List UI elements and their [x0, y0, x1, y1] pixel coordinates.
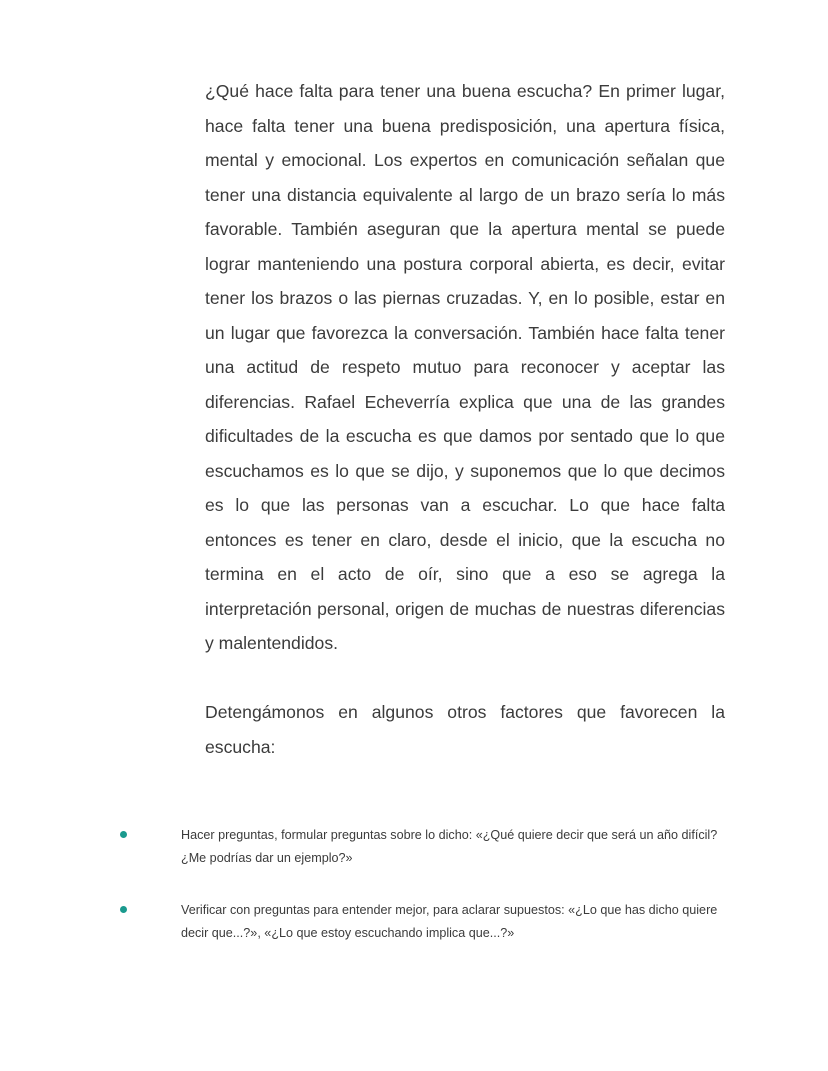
bullet-text: Verificar con preguntas para entender mejor, para aclarar supuestos: «¿Lo que has dicho quiere decir que...?», «¿Lo que estoy escuchando implica que...?»: [181, 903, 718, 940]
bullet-text: Hacer preguntas, formular preguntas sobre lo dicho: «¿Qué quiere decir que será un año difícil? ¿Me podrías dar un ejemplo?»: [181, 828, 718, 865]
bullet-dot-icon: [120, 831, 127, 838]
body-paragraph-2: Detengámonos en algunos otros factores que favorecen la escucha:: [205, 702, 725, 757]
body-paragraph-1: ¿Qué hace falta para tener una buena escucha? En primer lugar, hace falta tener una buena predisposición, una apertura física, mental y emocional. Los expertos en comunicación señalan que tener una distancia equivalente al largo de un brazo sería lo más favorable. También aseguran que la apertura mental se puede lograr manteniendo una postura corporal abierta, es decir, evitar tener los brazos o las piernas cruzadas. Y, en lo posible, estar en un lugar que favorezca la conversación. También hace falta tener una actitud de respeto mutuo para reconocer y aceptar las diferencias. Rafael Echeverría explica que una de las grandes dificultades de la escucha es que damos por sentado que lo que escuchamos es lo que se dijo, y suponemos que lo que decimos es lo que las personas van a escuchar. Lo que hace falta entonces es tener en claro, desde el inicio, que la escucha no termina en el acto de oír, sino que a eso se agrega la interpretación personal, origen de muchas de nuestras diferencias y malentendidos.: [205, 81, 725, 653]
bullet-dot-icon: [120, 906, 127, 913]
